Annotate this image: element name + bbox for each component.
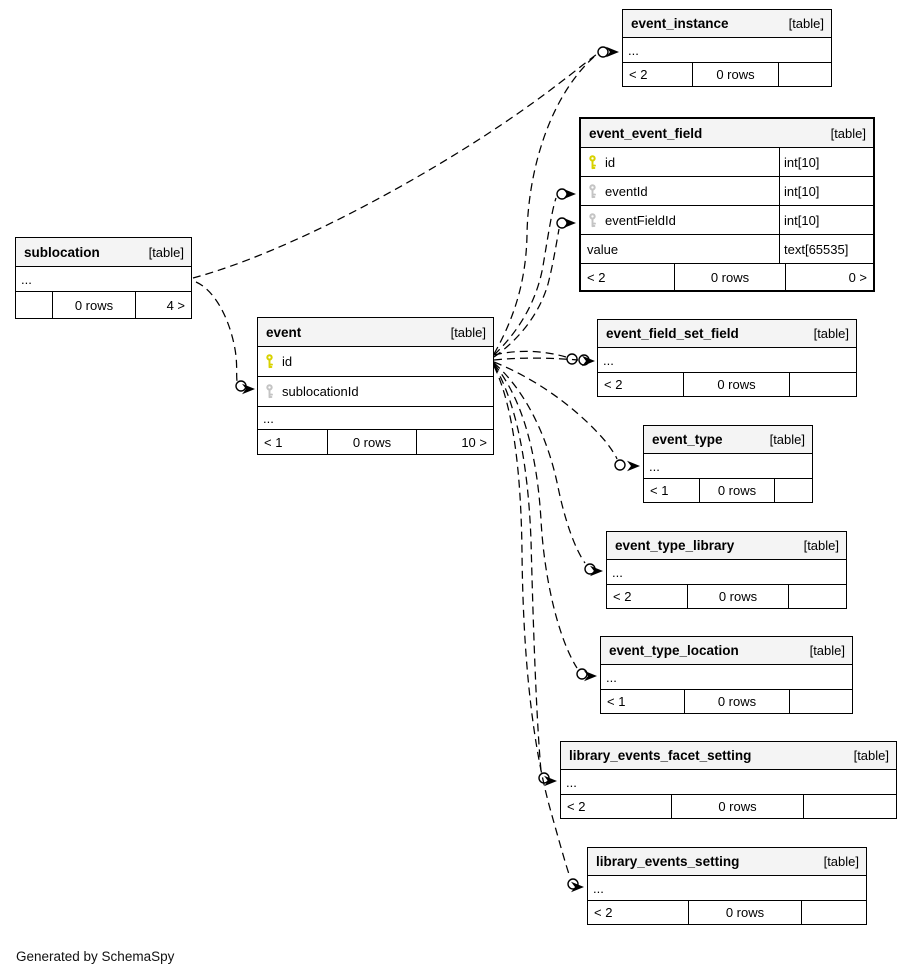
relationship-sublocation-event-sublocationId — [196, 282, 237, 381]
zero-or-one-endpoint-circle — [615, 460, 625, 470]
zero-or-one-endpoint-circle — [585, 564, 595, 574]
column-name: ... — [649, 458, 660, 474]
child-degree — [778, 63, 831, 86]
column-name: value — [587, 241, 619, 257]
column-name: eventFieldId — [605, 212, 676, 228]
parent-degree: < 2 — [594, 905, 613, 920]
table-header — [588, 848, 866, 876]
parent-degree: < 1 — [650, 483, 669, 498]
row-count: 0 rows — [674, 264, 785, 290]
column-name-cell — [16, 267, 191, 291]
table-stats-row — [258, 430, 493, 454]
relationship-event-library_events_setting — [494, 366, 570, 877]
table-name[interactable]: event_instance — [631, 16, 729, 31]
column-name-cell — [623, 38, 831, 62]
primary-key-icon — [264, 354, 276, 369]
columns-ellipsis-row — [623, 38, 831, 63]
table-name[interactable]: event_type_library — [615, 538, 735, 553]
row-count: 0 rows — [692, 63, 778, 86]
table-header — [258, 318, 493, 347]
relationship-event-library_events_facet_setting — [494, 365, 541, 771]
table-sublocation[interactable] — [15, 237, 192, 319]
column-row-id — [258, 347, 493, 377]
table-event_instance[interactable] — [622, 9, 832, 87]
child-degree: 4 > — [135, 292, 191, 318]
row-count: 0 rows — [683, 373, 789, 396]
table-library_events_setting[interactable] — [587, 847, 867, 925]
primary-key-icon — [587, 155, 599, 170]
table-tag: [table] — [830, 125, 866, 141]
table-name[interactable]: library_events_setting — [596, 854, 740, 869]
parent-degree: < 2 — [587, 269, 606, 285]
child-degree — [803, 795, 896, 818]
parent-degree: < 2 — [629, 67, 648, 82]
column-row-id — [581, 148, 873, 177]
relationship-arrowhead-icon — [571, 882, 584, 892]
child-degree — [789, 373, 856, 396]
zero-or-one-endpoint-circle — [236, 381, 246, 391]
column-name-cell — [258, 347, 493, 376]
child-degree — [789, 690, 852, 713]
foreign-key-icon — [587, 213, 599, 228]
relationship-arrowhead-icon — [563, 189, 576, 199]
table-event[interactable] — [257, 317, 494, 455]
table-stats-row — [561, 795, 896, 818]
relationship-event-event_type_location — [494, 364, 577, 668]
column-name-cell — [598, 348, 856, 372]
row-count: 0 rows — [688, 901, 801, 924]
row-count: 0 rows — [671, 795, 803, 818]
table-tag: [table] — [803, 538, 839, 553]
relationship-sublocation-event_instance — [193, 54, 597, 278]
table-stats-row — [588, 901, 866, 924]
table-tag: [table] — [788, 16, 824, 31]
row-count: 0 rows — [687, 585, 788, 608]
table-header — [644, 426, 812, 454]
zero-or-one-endpoint-circle — [567, 354, 577, 364]
table-tag: [table] — [450, 324, 486, 340]
row-count: 0 rows — [699, 479, 774, 502]
column-type: int[10] — [779, 177, 873, 205]
column-name: ... — [612, 564, 623, 580]
table-name[interactable]: event_field_set_field — [606, 326, 739, 341]
columns-ellipsis-row — [598, 348, 856, 373]
columns-ellipsis-row — [607, 560, 846, 585]
child-degree — [801, 901, 866, 924]
column-name: sublocationId — [282, 384, 359, 399]
table-stats-row — [607, 585, 846, 608]
zero-or-one-endpoint-circle — [598, 47, 608, 57]
column-name-cell — [581, 148, 779, 176]
table-event_type_library[interactable] — [606, 531, 847, 609]
relationship-arrowhead-icon — [606, 47, 619, 57]
zero-or-one-endpoint-circle — [577, 669, 587, 679]
column-row-sublocationId — [258, 377, 493, 407]
row-count: 0 rows — [52, 292, 135, 318]
relationship-arrowhead-icon — [563, 218, 576, 228]
column-name: ... — [593, 880, 604, 896]
column-name-cell — [601, 665, 852, 689]
parent-degree: < 2 — [567, 799, 586, 814]
parent-degree: < 2 — [613, 589, 632, 604]
child-degree — [788, 585, 846, 608]
relationship-arrowhead-icon — [590, 566, 603, 576]
child-degree: 0 > — [785, 264, 873, 290]
table-stats-row — [644, 479, 812, 502]
child-degree — [774, 479, 812, 502]
table-header — [601, 637, 852, 665]
table-header — [561, 742, 896, 770]
column-name-cell — [258, 377, 493, 406]
table-tag: [table] — [823, 854, 859, 869]
zero-or-one-endpoint-circle — [539, 773, 549, 783]
column-row-eventFieldId — [581, 206, 873, 235]
zero-or-one-endpoint-circle — [557, 218, 567, 228]
column-name-cell — [644, 454, 812, 478]
table-name[interactable]: event_type_location — [609, 643, 739, 658]
table-tag: [table] — [769, 432, 805, 447]
table-name[interactable]: event_event_field — [589, 125, 703, 141]
column-type: text[65535] — [779, 235, 873, 263]
relationship-arrowhead-icon — [242, 384, 255, 394]
relationship-event-event_event_field-eventId — [494, 198, 556, 355]
column-name-cell — [581, 235, 779, 263]
relationship-arrowhead-icon — [582, 356, 595, 366]
table-event_field_set_field[interactable] — [597, 319, 857, 397]
column-name: ... — [263, 410, 274, 426]
parent-degree: < 1 — [264, 434, 283, 450]
table-header — [16, 238, 191, 267]
zero-or-one-endpoint-circle — [568, 879, 578, 889]
table-header — [623, 10, 831, 38]
zero-or-one-endpoint-circle — [579, 355, 589, 365]
column-name-cell — [581, 177, 779, 205]
column-name: ... — [566, 774, 577, 790]
table-stats-row — [601, 690, 852, 713]
relationship-arrowhead-icon — [627, 461, 640, 471]
column-row-value — [581, 235, 873, 264]
table-stats-row — [623, 63, 831, 86]
columns-ellipsis-row — [561, 770, 896, 795]
relationship-arrowhead-icon — [544, 776, 557, 786]
column-type: int[10] — [779, 206, 873, 234]
column-name: ... — [603, 352, 614, 368]
column-name-cell — [588, 876, 866, 900]
table-event_type[interactable] — [643, 425, 813, 503]
table-tag: [table] — [853, 748, 889, 763]
relationship-event-event_event_field-eventFieldId — [494, 229, 559, 357]
column-name-cell — [561, 770, 896, 794]
columns-ellipsis-row — [258, 407, 493, 430]
relationship-event-event_field_set_field — [494, 358, 578, 360]
child-degree: 10 > — [416, 430, 493, 454]
column-name: eventId — [605, 183, 648, 199]
table-name[interactable]: sublocation — [24, 244, 100, 260]
table-event_type_location[interactable] — [600, 636, 853, 714]
table-library_events_facet_setting[interactable] — [560, 741, 897, 819]
column-name: ... — [21, 271, 32, 287]
column-name: ... — [606, 669, 617, 685]
table-event_event_field[interactable] — [579, 117, 875, 292]
relationship-event-event_field_set_field — [494, 351, 566, 357]
foreign-key-icon — [587, 184, 599, 199]
table-name[interactable]: event — [266, 324, 302, 340]
table-tag: [table] — [809, 643, 845, 658]
row-count: 0 rows — [327, 430, 416, 454]
parent-degree — [16, 292, 52, 318]
table-stats-row — [16, 292, 191, 318]
parent-degree: < 1 — [607, 694, 626, 709]
column-row-eventId — [581, 177, 873, 206]
relationship-arrowhead-icon — [584, 671, 597, 681]
table-header — [581, 119, 873, 148]
columns-ellipsis-row — [601, 665, 852, 690]
table-header — [598, 320, 856, 348]
table-tag: [table] — [148, 244, 184, 260]
foreign-key-icon — [264, 384, 276, 399]
table-tag: [table] — [813, 326, 849, 341]
table-header — [607, 532, 846, 560]
table-name[interactable]: event_type — [652, 432, 723, 447]
table-name[interactable]: library_events_facet_setting — [569, 748, 752, 763]
column-name-cell — [607, 560, 846, 584]
table-stats-row — [581, 264, 873, 290]
row-count: 0 rows — [684, 690, 789, 713]
table-stats-row — [598, 373, 856, 396]
parent-degree: < 2 — [604, 377, 623, 392]
column-name-cell — [258, 407, 493, 429]
zero-or-one-endpoint-circle — [557, 189, 567, 199]
generated-by-note: Generated by SchemaSpy — [16, 949, 175, 964]
relationship-event-event_type_library — [494, 363, 585, 563]
column-name: ... — [628, 42, 639, 58]
columns-ellipsis-row — [16, 267, 191, 292]
columns-ellipsis-row — [644, 454, 812, 479]
column-name: id — [282, 354, 293, 369]
column-type: int[10] — [779, 148, 873, 176]
column-name: id — [605, 154, 616, 170]
columns-ellipsis-row — [588, 876, 866, 901]
column-name-cell — [581, 206, 779, 234]
